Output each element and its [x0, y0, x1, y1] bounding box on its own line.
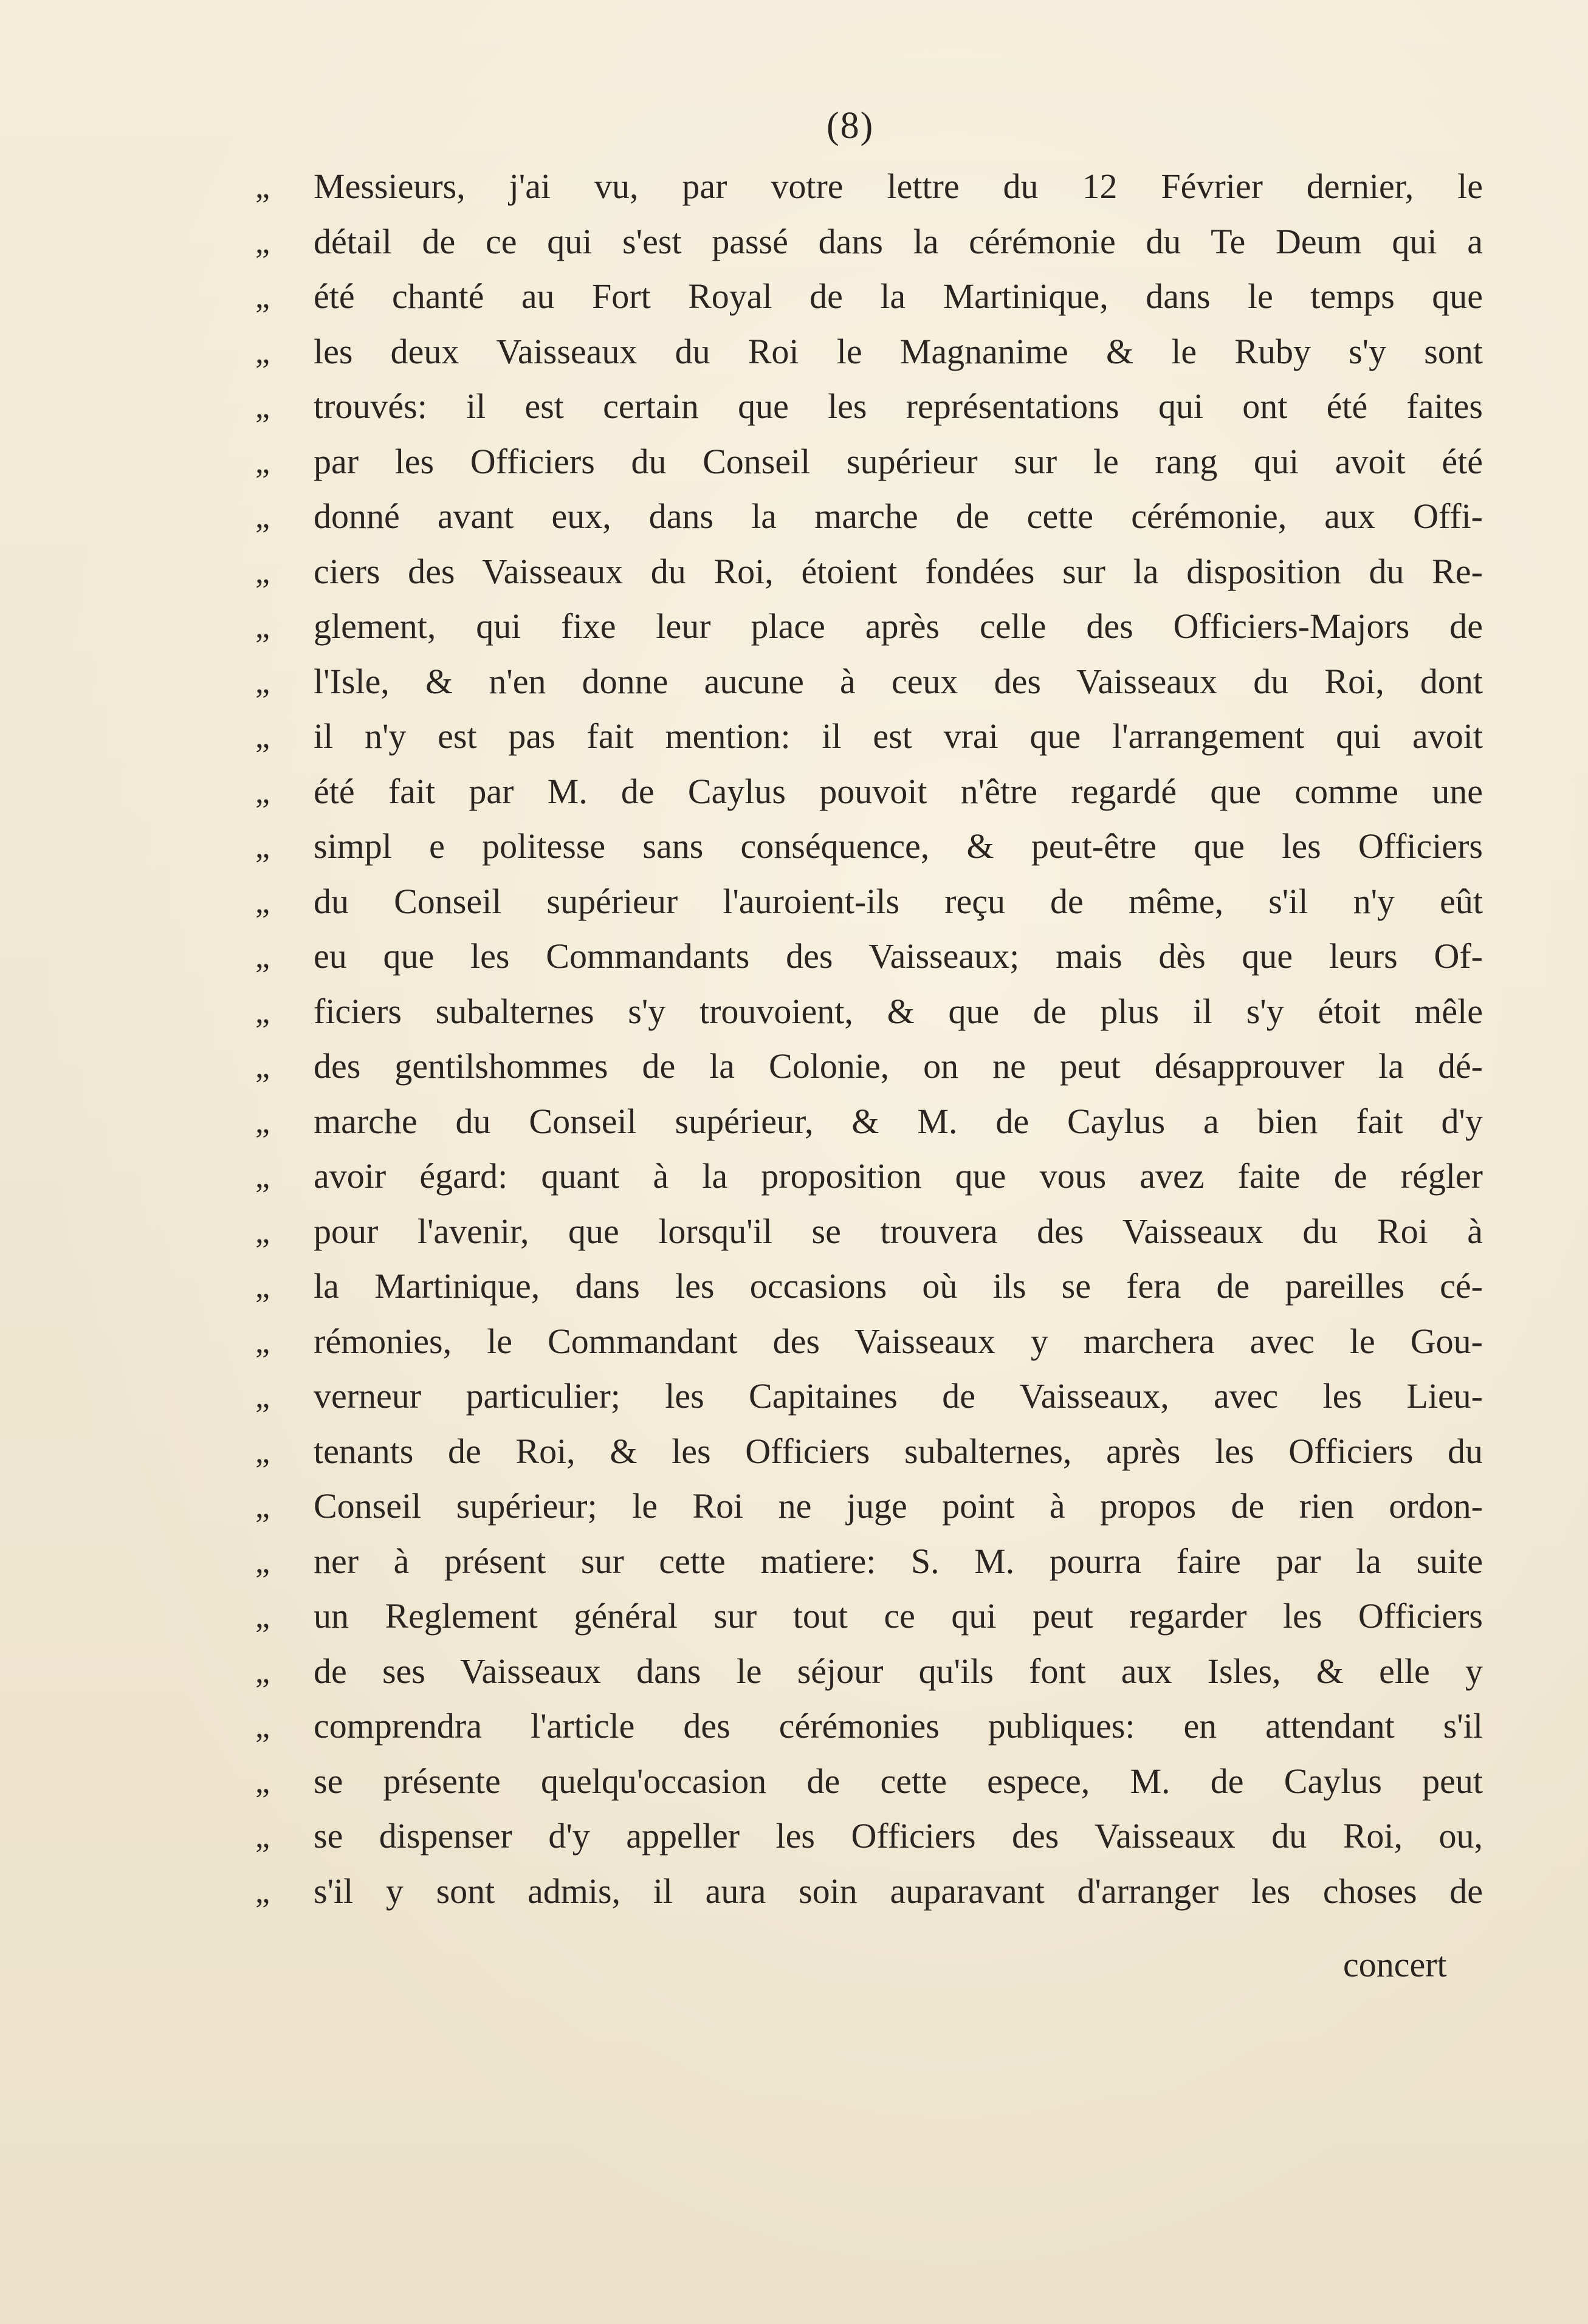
line-text: se présente quelqu'occasion de cette espece, M. de Caylus peut — [314, 1761, 1483, 1801]
text-line — [255, 1644, 1483, 1699]
text-line — [255, 269, 1483, 324]
line-text: avoir égard: quant à la proposition que vous avez faite de régler — [314, 1156, 1483, 1196]
line-text: trouvés: il est certain que les représentations qui ont été faites — [314, 386, 1483, 426]
line-text: Conseil supérieur; le Roi ne juge point à propos de rien ordon- — [314, 1486, 1483, 1526]
text-line — [255, 1864, 1483, 1919]
line-text: un Reglement général sur tout ce qui peut regarder les Officiers — [314, 1596, 1483, 1636]
line-text: des gentilshommes de la Colonie, on ne peut désapprouver la dé- — [314, 1046, 1483, 1086]
quote-mark: „ — [255, 1543, 270, 1580]
text-line — [255, 929, 1483, 984]
quote-mark: „ — [255, 718, 270, 755]
text-line — [255, 214, 1483, 270]
quote-mark: „ — [255, 1763, 270, 1800]
quote-mark: „ — [255, 498, 270, 535]
text-line — [255, 874, 1483, 930]
quote-mark: „ — [255, 388, 270, 425]
line-text: il n'y est pas fait mention: il est vrai que l'arrangement qui avoit — [314, 716, 1483, 756]
quote-mark: „ — [255, 1323, 270, 1360]
line-text: marche du Conseil supérieur, & M. de Caylus a bien fait d'y — [314, 1101, 1483, 1141]
text-line — [255, 1149, 1483, 1204]
quote-mark: „ — [255, 553, 270, 590]
quote-mark: „ — [255, 1213, 270, 1250]
text-line — [255, 1589, 1483, 1644]
quote-mark: „ — [255, 1598, 270, 1634]
line-text: glement, qui fixe leur place après celle des Officiers-Majors de — [314, 606, 1483, 646]
text-line — [255, 324, 1483, 380]
text-line — [255, 1369, 1483, 1424]
text-line — [255, 379, 1483, 434]
quote-mark: „ — [255, 1873, 270, 1910]
page-number: (8) — [827, 105, 875, 146]
line-text: l'Isle, & n'en donne aucune à ceux des Vaisseaux du Roi, dont — [314, 661, 1483, 701]
line-text: du Conseil supérieur l'auroient-ils reçu de même, s'il n'y eût — [314, 881, 1483, 921]
quote-mark: „ — [255, 663, 270, 700]
quote-mark: „ — [255, 278, 270, 315]
quote-mark: „ — [255, 1488, 270, 1524]
line-text: les deux Vaisseaux du Roi le Magnanime & le Ruby s'y sont — [314, 331, 1483, 371]
line-text: ciers des Vaisseaux du Roi, étoient fondées sur la disposition du Re- — [314, 551, 1483, 591]
line-text: été chanté au Fort Royal de la Martinique, dans le temps que — [314, 276, 1483, 316]
quote-mark: „ — [255, 1818, 270, 1854]
line-text: ner à présent sur cette matiere: S. M. pourra faire par la suite — [314, 1541, 1483, 1581]
text-line — [255, 984, 1483, 1040]
quote-mark: „ — [255, 883, 270, 920]
quote-mark: „ — [255, 443, 270, 480]
text-line — [255, 159, 1483, 214]
line-text: été fait par M. de Caylus pouvoit n'être regardé que comme une — [314, 771, 1483, 811]
text-line — [255, 1039, 1483, 1094]
quote-mark: „ — [255, 608, 270, 645]
text-line — [255, 1699, 1483, 1754]
quote-mark: „ — [255, 1708, 270, 1744]
quote-mark: „ — [255, 1103, 270, 1140]
text-line — [255, 709, 1483, 764]
text-line — [255, 1204, 1483, 1260]
quote-mark: „ — [255, 168, 270, 205]
text-line — [255, 1534, 1483, 1589]
quote-mark: „ — [255, 773, 270, 810]
text-line — [255, 434, 1483, 490]
line-text: verneur particulier; les Capitaines de Vaisseaux, avec les Lieu- — [314, 1376, 1483, 1416]
line-text: simpl e politesse sans conséquence, & peut-être que les Officiers — [314, 826, 1483, 866]
text-line — [255, 1809, 1483, 1864]
line-text: pour l'avenir, que lorsqu'il se trouvera des Vaisseaux du Roi à — [314, 1211, 1483, 1251]
line-text: Messieurs, j'ai vu, par votre lettre du 12 Février dernier, le — [314, 166, 1483, 206]
text-line — [255, 1754, 1483, 1809]
line-text: eu que les Commandants des Vaisseaux; mais dès que leurs Of- — [314, 936, 1483, 976]
quote-mark: „ — [255, 333, 270, 370]
line-text: par les Officiers du Conseil supérieur sur le rang qui avoit été — [314, 441, 1483, 481]
line-text: s'il y sont admis, il aura soin auparavant d'arranger les choses de — [314, 1871, 1483, 1911]
text-line — [255, 544, 1483, 600]
text-line — [255, 1259, 1483, 1314]
text-line — [255, 1424, 1483, 1479]
text-line — [255, 489, 1483, 544]
line-text: donné avant eux, dans la marche de cette cérémonie, aux Offi- — [314, 496, 1483, 536]
line-text: la Martinique, dans les occasions où ils se fera de pareilles cé- — [314, 1266, 1483, 1306]
quote-mark: „ — [255, 993, 270, 1030]
text-line — [255, 819, 1483, 874]
text-line — [255, 764, 1483, 820]
quote-mark: „ — [255, 1378, 270, 1414]
quote-mark: „ — [255, 1048, 270, 1085]
quote-mark: „ — [255, 828, 270, 865]
quote-mark: „ — [255, 223, 270, 260]
line-text: tenants de Roi, & les Officiers subalternes, après les Officiers du — [314, 1431, 1483, 1471]
line-text: comprendra l'article des cérémonies publiques: en attendant s'il — [314, 1706, 1483, 1746]
line-text: ficiers subalternes s'y trouvoient, & que de plus il s'y étoit mêle — [314, 991, 1483, 1031]
quote-mark: „ — [255, 1653, 270, 1690]
line-text: rémonies, le Commandant des Vaisseaux y marchera avec le Gou- — [314, 1321, 1483, 1361]
quote-mark: „ — [255, 1158, 270, 1195]
line-text: détail de ce qui s'est passé dans la cérémonie du Te Deum qui a — [314, 221, 1483, 261]
text-line — [255, 1479, 1483, 1534]
line-text: se dispenser d'y appeller les Officiers des Vaisseaux du Roi, ou, — [314, 1816, 1483, 1856]
text-line — [255, 654, 1483, 710]
line-text: de ses Vaisseaux dans le séjour qu'ils font aux Isles, & elle y — [314, 1651, 1483, 1691]
quote-mark: „ — [255, 1433, 270, 1470]
body-text — [255, 159, 1483, 1919]
quote-mark: „ — [255, 1268, 270, 1304]
catchword: concert — [1343, 1945, 1447, 1984]
text-line — [255, 599, 1483, 654]
quote-mark: „ — [255, 938, 270, 975]
text-line — [255, 1094, 1483, 1150]
text-line — [255, 1314, 1483, 1369]
